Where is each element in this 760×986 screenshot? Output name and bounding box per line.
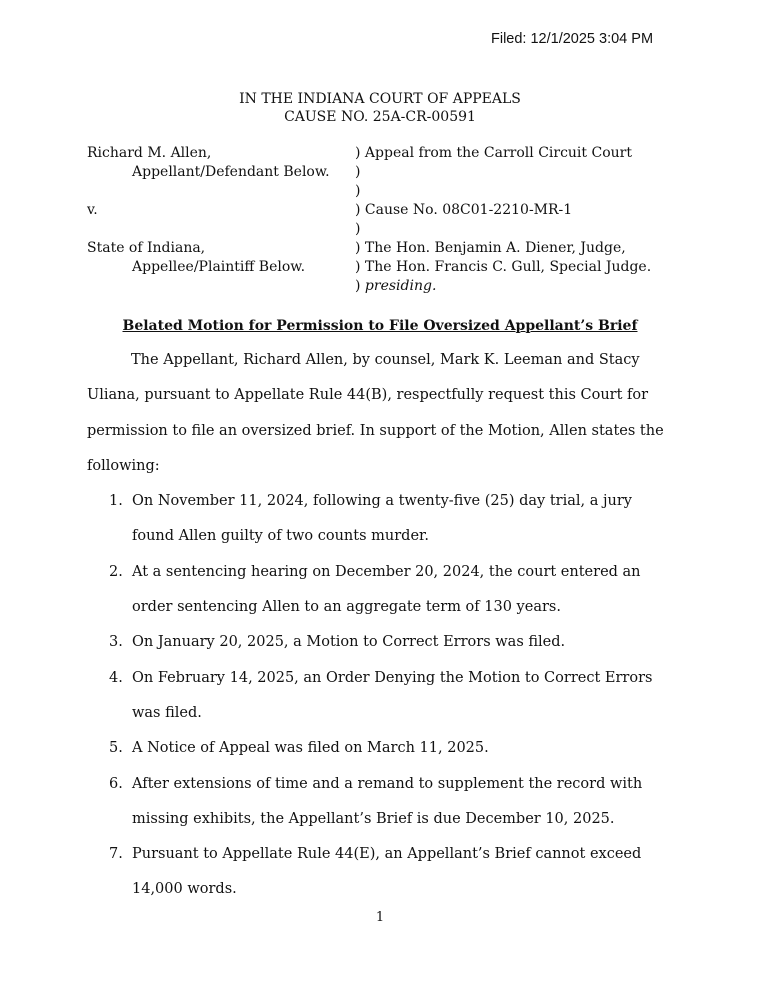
- list-item: [87, 625, 677, 660]
- court-name: IN THE INDIANA COURT OF APPEALS: [239, 91, 521, 107]
- versus-label: v.: [87, 202, 98, 218]
- caption-parties: [87, 144, 330, 277]
- appellant-name: Richard M. Allen,: [87, 145, 212, 161]
- caption-spacer: [87, 220, 330, 239]
- item-text: On November 11, 2024, following a twenty-five (25) day trial, a jury found Allen guilty of two counts murder.: [132, 493, 632, 545]
- judge-line-2: ) The Hon. Francis C. Gull, Special Judge.: [355, 259, 652, 275]
- item-text: On February 14, 2025, an Order Denying the Motion to Correct Errors was filed.: [132, 669, 653, 721]
- judge-line-1: ) The Hon. Benjamin A. Diener, Judge,: [355, 240, 626, 256]
- numbered-list: [87, 484, 677, 908]
- list-item: [87, 767, 677, 838]
- item-text: After extensions of time and a remand to supplement the record with missing exhibits, the Appellant’s Brief is due December 10, 2025.: [132, 775, 643, 827]
- item-text: On January 20, 2025, a Motion to Correct Errors was filed.: [132, 634, 566, 651]
- motion-body: [87, 343, 677, 908]
- caption-paren: ): [355, 278, 361, 294]
- cause-number: CAUSE NO. 25A-CR-00591: [284, 109, 476, 125]
- list-item: [87, 661, 677, 732]
- item-text: At a sentencing hearing on December 20, 2024, the court entered an order sentencing Allen to an aggregate term of 130 years.: [132, 563, 641, 616]
- page-number: 1: [375, 910, 385, 925]
- item-number: 2.: [109, 563, 123, 580]
- intro-paragraph: The Appellant, Richard Allen, by counsel, Mark K. Leeman and Stacy Uliana, pursuant to Appellate Rule 44(B), respectfully request this Court for permission to file an oversized brief. In support of the Motion, Allen states the following:: [87, 352, 664, 474]
- motion-title: Belated Motion for Permission to File Oversized Appellant’s Brief: [122, 318, 638, 334]
- list-item: [87, 555, 677, 626]
- presiding-line: [355, 277, 651, 296]
- item-text: Pursuant to Appellate Rule 44(E), an Appellant’s Brief cannot exceed 14,000 words.: [132, 846, 642, 898]
- item-number: 7.: [109, 846, 123, 863]
- item-number: 1.: [109, 493, 123, 510]
- item-number: 5.: [109, 740, 123, 757]
- filed-stamp: Filed: 12/1/2025 3:04 PM: [491, 31, 654, 47]
- appeal-from: ) Appeal from the Carroll Circuit Court: [355, 145, 632, 161]
- list-item: [87, 484, 677, 555]
- list-item: [87, 837, 677, 908]
- item-text: A Notice of Appeal was filed on March 11, 2025.: [132, 740, 489, 757]
- item-number: 6.: [109, 775, 123, 792]
- caption-paren: ): [355, 183, 361, 199]
- caption-paren: ): [355, 164, 361, 180]
- item-number: 3.: [109, 634, 123, 651]
- appellee-role: Appellee/Plaintiff Below.: [132, 259, 306, 275]
- item-number: 4.: [109, 669, 123, 686]
- presiding-label: presiding.: [364, 278, 437, 294]
- appellee-name: State of Indiana,: [87, 240, 206, 256]
- trial-cause-number: ) Cause No. 08C01-2210-MR-1: [355, 202, 573, 218]
- caption-paren: ): [355, 221, 361, 237]
- caption-spacer: [87, 182, 330, 201]
- court-header: [0, 90, 760, 126]
- caption-court-info: [355, 144, 651, 296]
- appellant-role: Appellant/Defendant Below.: [132, 164, 330, 180]
- list-item: [87, 731, 677, 766]
